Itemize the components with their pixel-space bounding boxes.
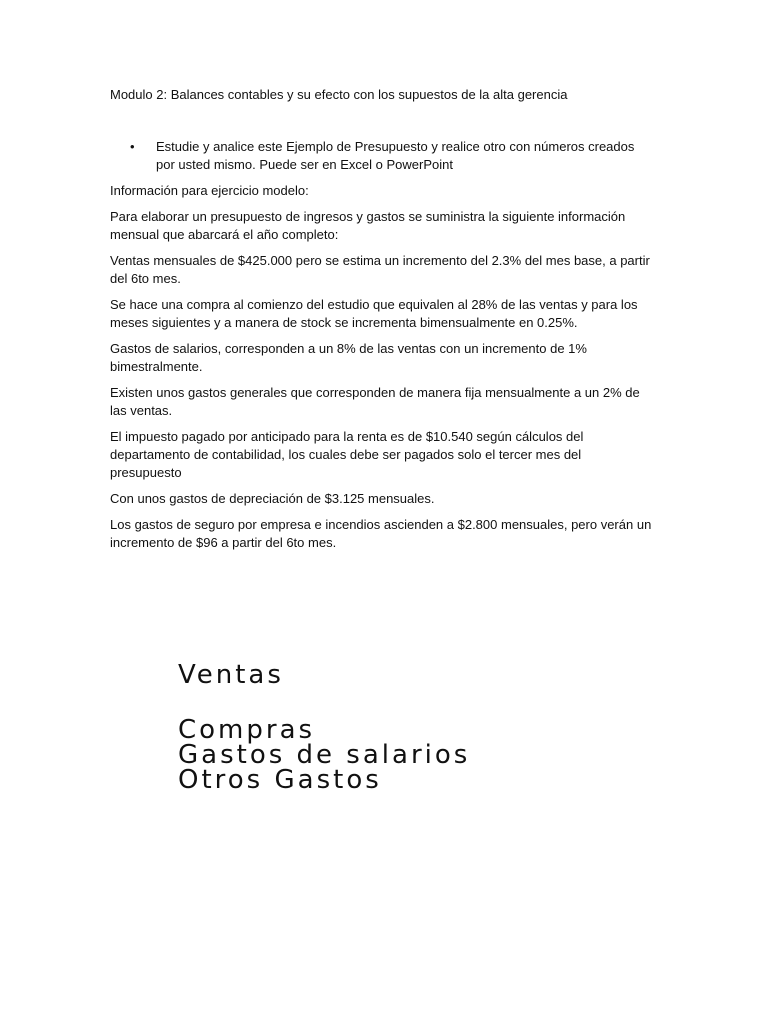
- paragraph-salarios: Gastos de salarios, corresponden a un 8% de las ventas con un incremento de 1% bimestralmente.: [110, 341, 587, 374]
- summary-item-otros-gastos: Otros Gastos: [178, 765, 382, 795]
- summary-item-ventas: Ventas: [178, 660, 284, 690]
- paragraph-gastos-generales: Existen unos gastos generales que corresponden de manera fija mensualmente a un 2% de las ventas.: [110, 385, 640, 418]
- paragraph-intro: Para elaborar un presupuesto de ingresos y gastos se suministra la siguiente información mensual que abarcará el año completo:: [110, 209, 626, 242]
- paragraph-seguro: Los gastos de seguro por empresa e incendios ascienden a $2.800 mensuales, pero verán un incremento de $96 a partir del 6to mes.: [110, 517, 652, 550]
- paragraph-impuesto: El impuesto pagado por anticipado para la renta es de $10.540 según cálculos del departamento de contabilidad, los cuales debe ser pagados solo el tercer mes del presupuesto: [110, 429, 584, 480]
- document-body: [110, 86, 655, 560]
- summary-item-gastos-salarios: Gastos de salarios: [178, 740, 471, 770]
- paragraph-ventas: Ventas mensuales de $425.000 pero se estima un incremento del 2.3% del mes base, a partir del 6to mes.: [110, 253, 650, 286]
- bullet-text: Estudie y analice este Ejemplo de Presupuesto y realice otro con números creados por usted mismo. Puede ser en Excel o PowerPoint: [156, 139, 635, 172]
- paragraph-depreciacion: Con unos gastos de depreciación de $3.125 mensuales.: [110, 491, 435, 506]
- bullet-list: [110, 138, 655, 174]
- summary-spacer: [178, 688, 470, 718]
- page-title: Modulo 2: Balances contables y su efecto con los supuestos de la alta gerencia: [110, 87, 568, 102]
- summary-item-compras: Compras: [178, 715, 316, 745]
- summary-list: [178, 660, 471, 795]
- paragraph-info-heading: Información para ejercicio modelo:: [110, 183, 309, 198]
- paragraph-compras: Se hace una compra al comienzo del estudio que equivalen al 28% de las ventas y para los meses siguientes y a manera de stock se incrementa bimensualmente en 0.25%.: [110, 297, 638, 330]
- list-item: [110, 138, 655, 174]
- bullet-icon: •: [130, 139, 135, 154]
